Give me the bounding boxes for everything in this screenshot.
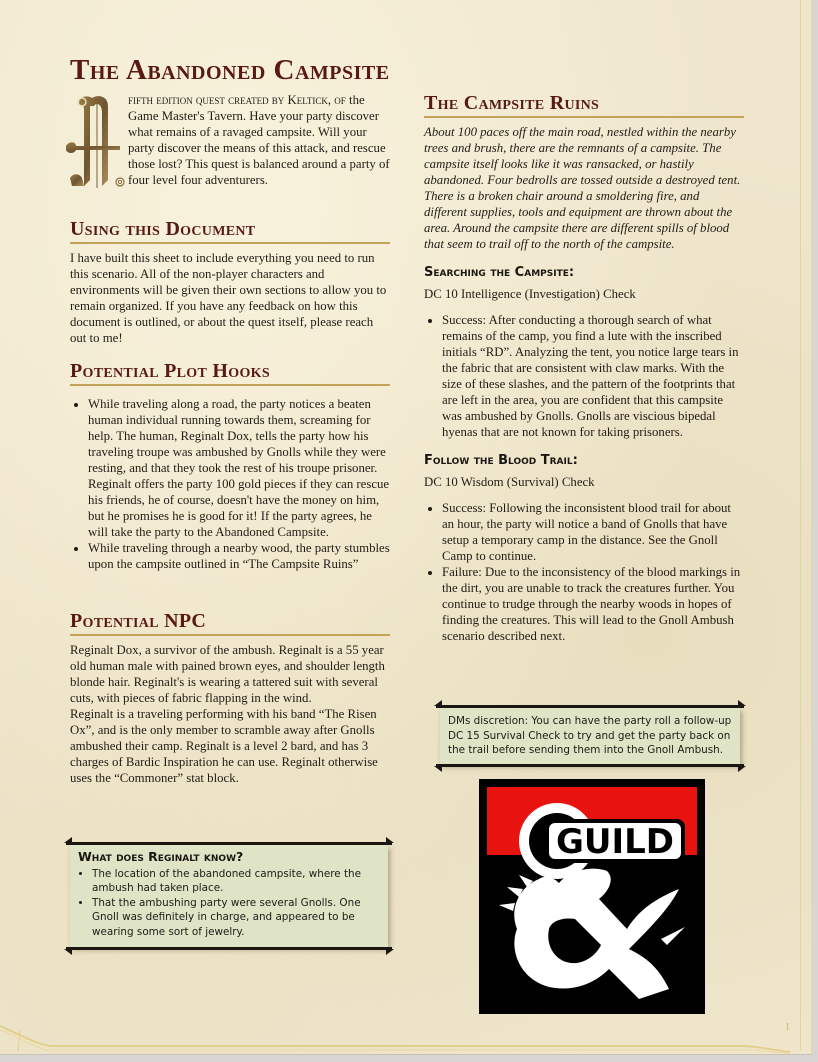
intro-smallcaps-lead: fifth edition quest created by Keltick, of — [128, 93, 346, 107]
heading-campsite-ruins: The Campsite Ruins — [424, 92, 744, 118]
list-item: • While traveling along a road, the party notices a beaten human individual running towards them, screaming for help. The human, Reginalt Dox, tells the party how his traveling troupe was ambushed by Gnolls while they were resting, and that they took the rest of his troupe prisoner. Reginalt offers the party 100 gold pieces if they can rescue his friends, he of course, doesn't have the money on him, but he promises he is good for it! If the party agrees, he will take the party to the Abandoned Campsite. — [88, 396, 390, 540]
note-heading: What does Reginalt know? — [78, 849, 244, 864]
dm-note-text: DMs discretion: You can have the party roll a follow-up DC 15 Survival Check to try and get the party back on the trail before sending them into the Gnoll Ambush. — [448, 715, 732, 756]
searching-list — [424, 312, 744, 440]
list-item: • Failure: Due to the inconsistency of the blood markings in the dirt, you are unable to track the creatures further. You continue to trudge through the nearby woods in hopes of finding the creatures. This will lead to the Gnoll Ambush scenario described next. — [442, 564, 744, 644]
list-item: • Success: After conducting a thorough search of what remains of the camp, you find a lute with the inscribed initials “RD”. Analyzing the tent, you notice large tears in the fabric that are consistent with claw marks. With the size of these slashes, and the pattern of the footprints that are left in the area, you are confident that this campsite was ambushed by Gnolls. Gnolls are viscious bipedal hyenas that are not known for taking prisoners. — [442, 312, 744, 440]
searching-check: DC 10 Intelligence (Investigation) Check — [424, 287, 636, 301]
dropcap-a-icon — [62, 92, 126, 192]
plot-hooks-list — [70, 396, 390, 572]
ruins-read-aloud: About 100 paces off the main road, nestled within the nearby trees and brush, there are the remnants of a campsite. The campsite itself looks like it was ransacked, or hastily abandoned. Four bedrolls are tossed outside a destroyed tent. There is a broken chair around a smoldering fire, and different supplies, tools and equipment are thrown about the area. Around the campsite there are different spills of blood that seem to trail off to the north of the campsite. — [424, 125, 741, 251]
heading-plot-hooks: Potential Plot Hooks — [70, 360, 390, 386]
npc-paragraph: Reginalt is a traveling performing with his band “The Risen Ox”, and is the only member to scramble away after Gnolls ambushed their camp. Reginalt is a level 2 bard, and has 3 charges of Bardic Inspiration he can use. Reginalt otherwise uses the “Commoner” stat block. — [70, 707, 378, 785]
list-item: • That the ambushing party were several Gnolls. One Gnoll was definitely in charge, and appeared to be wearing some sort of jewelry. — [92, 896, 380, 940]
footer-ornament — [0, 1020, 811, 1054]
heading-follow-blood-trail: Follow the Blood Trail: — [424, 453, 578, 468]
page-title: The Abandoned Campsite — [70, 54, 390, 86]
blood-trail-list — [424, 500, 744, 644]
list-item: • The location of the abandoned campsite, where the ambush had taken place. — [92, 867, 380, 896]
reginalt-knowledge-note — [70, 845, 388, 947]
page-edge-border — [800, 0, 801, 1050]
intro-paragraph — [128, 92, 390, 204]
intro-text: the Game Master's Tavern. Have your party discover what remains of a ravaged campsite. Will your party discover the means of this attack, and rescue those lost? This quest is balanced around a party of four level four adventurers. — [128, 93, 390, 187]
dm-discretion-note — [440, 708, 740, 764]
note-list — [78, 867, 380, 940]
heading-searching-campsite: Searching the Campsite: — [424, 265, 575, 280]
svg-text:GUILD: GUILD — [555, 822, 675, 862]
heading-potential-npc: Potential NPC — [70, 610, 390, 636]
list-item: • Success: Following the inconsistent blood trail for about an hour, the party will notice a band of Gnolls that have setup a temporary camp in the distance. See the Gnoll Camp to continue. — [442, 500, 744, 564]
right-column — [424, 92, 744, 644]
page-number: 1 — [785, 1022, 790, 1033]
blood-trail-check: DC 10 Wisdom (Survival) Check — [424, 475, 595, 489]
using-body: I have built this sheet to include everything you need to run this scenario. All of the non-player characters and environments will be given their own sections to allow you to remain organized. If you have any feedback on how this document is outlined, or about the quest itself, please reach out to me! — [70, 251, 387, 345]
ampersand-dragon-logo-icon — [479, 779, 705, 1014]
dnd-guild-logo — [479, 779, 705, 1014]
list-item: • While traveling through a nearby wood, the party stumbles upon the campsite outlined in “The Campsite Ruins” — [88, 540, 390, 572]
left-column — [70, 92, 390, 786]
npc-paragraph: Reginalt Dox, a survivor of the ambush. Reginalt is a 55 year old human male with pained brown eyes, and shoulder length blonde hair. Reginalt's is wearing a tattered suit with several cuts, with pieces of fabric flapping in the wind. — [70, 643, 385, 705]
heading-using-this-document: Using this Document — [70, 218, 390, 244]
